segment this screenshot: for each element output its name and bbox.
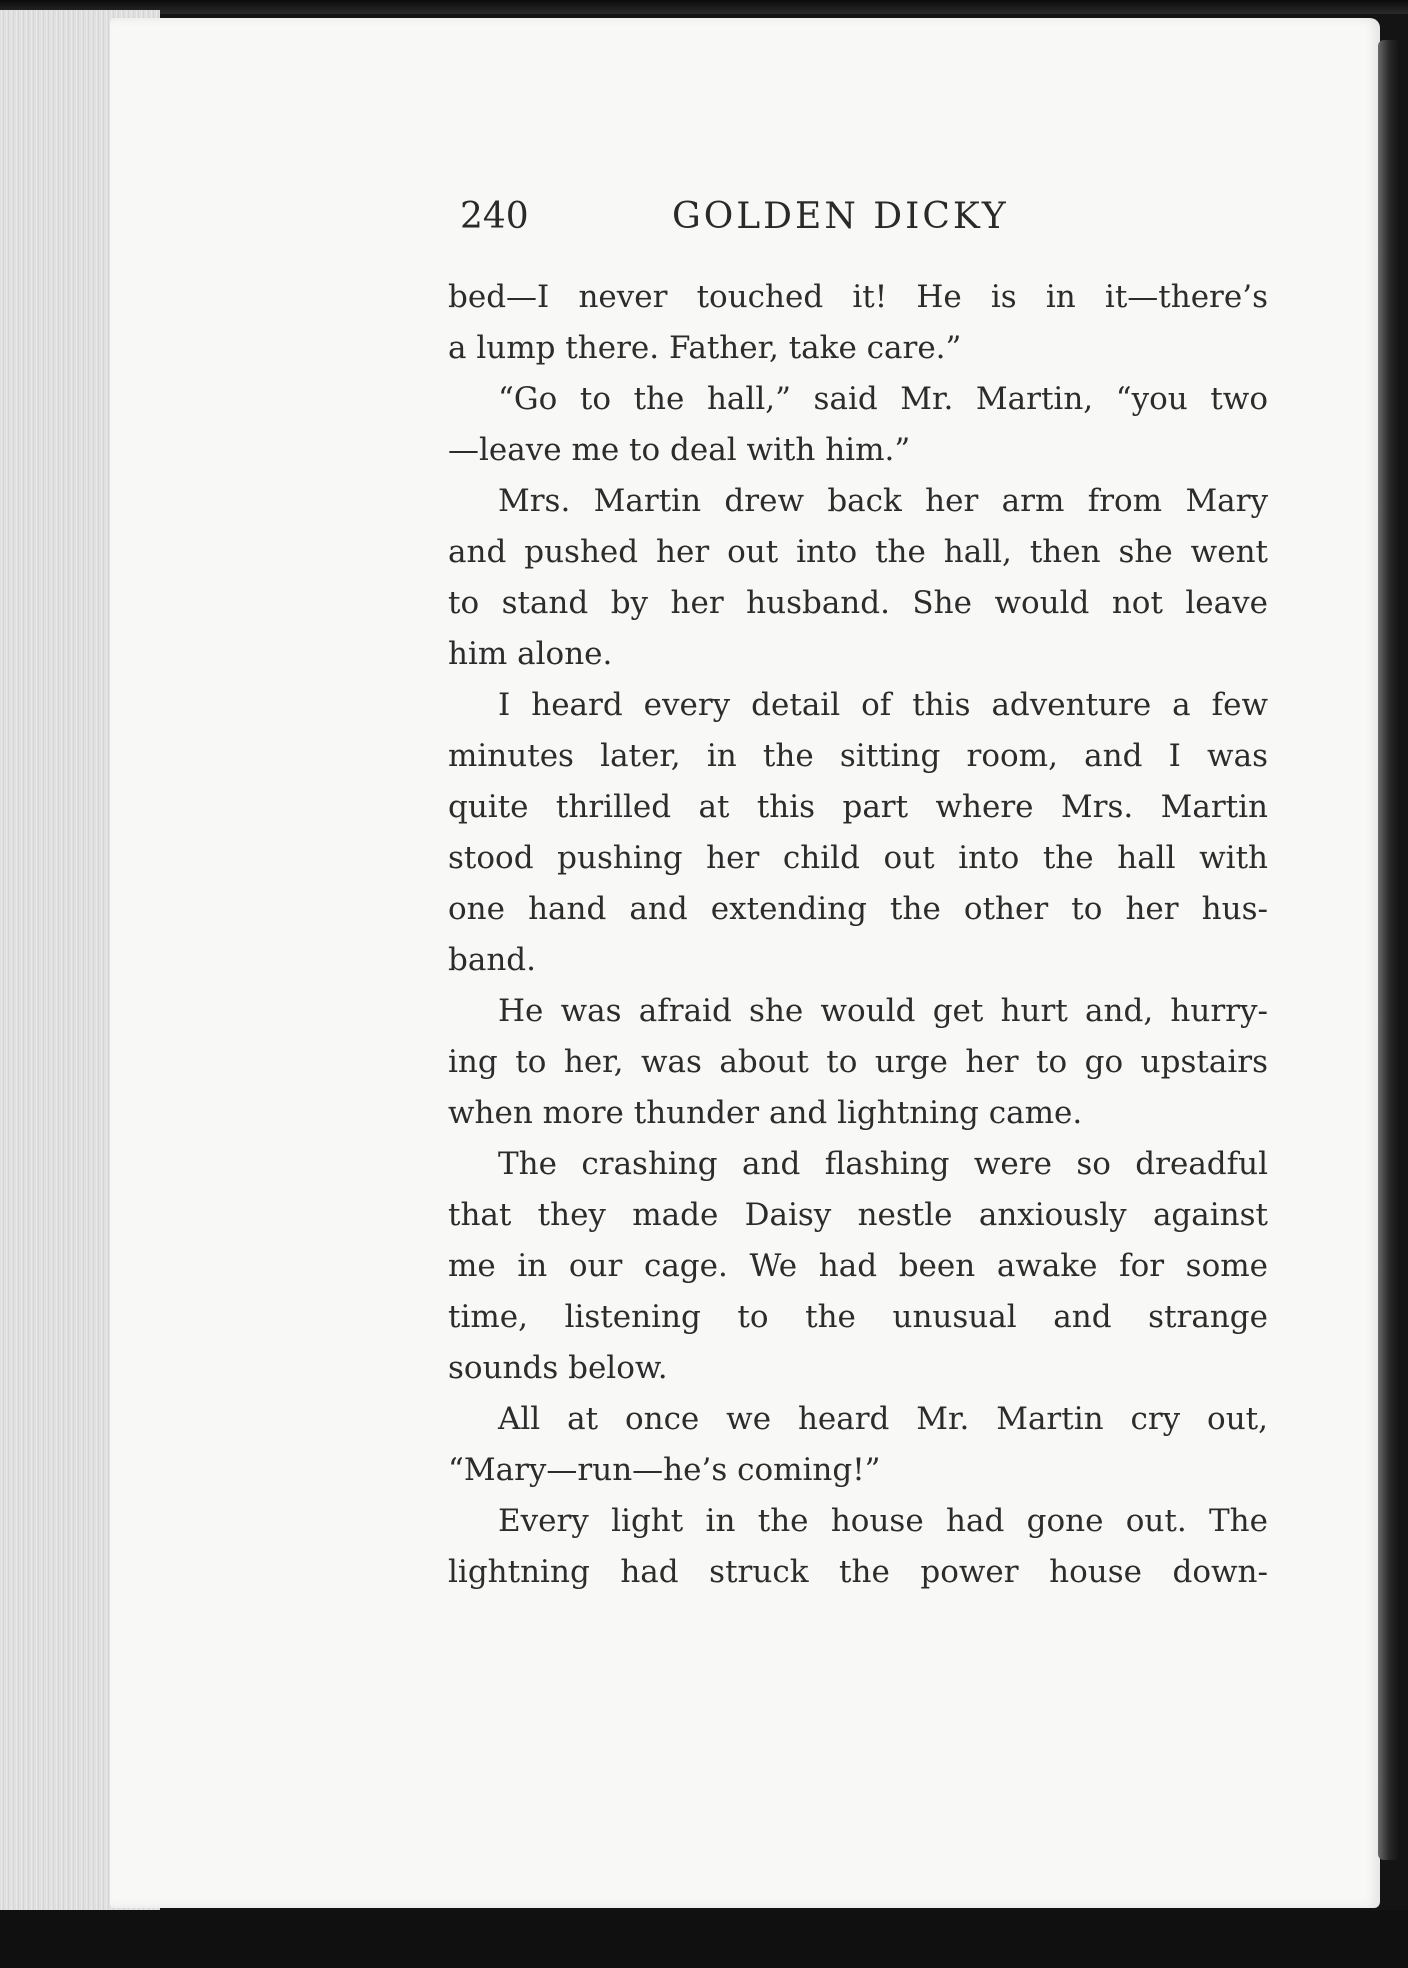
text-line: He was afraid she would get hurt and, hurry- [498,993,1268,1029]
text-line: —leave me to deal with him.” [448,432,911,468]
text-line: The crashing and flashing were so dreadful [498,1146,1268,1182]
text-line: All at once we heard Mr. Martin cry out, [498,1401,1268,1437]
text-line: quite thrilled at this part where Mrs. Martin [448,789,1268,825]
text-line: lightning had struck the power house down- [448,1554,1268,1590]
text-line: “Mary—run—he’s coming!” [448,1452,881,1488]
text-line: a lump there. Father, take care.” [448,330,962,366]
page-number: 240 [460,196,529,237]
text-line: and pushed her out into the hall, then she went [448,534,1268,570]
running-title: GOLDEN DICKY [672,196,1009,237]
text-line: him alone. [448,636,613,672]
text-line: bed—I never touched it! He is in it—there’s [448,279,1268,315]
text-line: one hand and extending the other to her hus- [448,891,1268,927]
text-line: to stand by her husband. She would not leave [448,585,1268,621]
text-line: ing to her, was about to urge her to go upstairs [448,1044,1268,1080]
text-line: stood pushing her child out into the hall with [448,840,1268,876]
text-line: I heard every detail of this adventure a few [498,687,1268,723]
text-line: when more thunder and lightning came. [448,1095,1083,1131]
text-line: Every light in the house had gone out. The [498,1503,1268,1539]
top-shadow-edge [0,0,1408,14]
page-header [460,196,1080,246]
body-text [448,272,1268,1598]
text-line: me in our cage. We had been awake for some [448,1248,1268,1284]
book-cover-edge [1378,40,1400,1860]
text-line: minutes later, in the sitting room, and I was [448,738,1268,774]
text-line: sounds below. [448,1350,668,1386]
text-line: Mrs. Martin drew back her arm from Mary [498,483,1268,519]
text-line: that they made Daisy nestle anxiously against [448,1197,1268,1233]
bottom-shadow-edge [0,1910,1408,1968]
text-line: band. [448,942,536,978]
text-line: time, listening to the unusual and strange [448,1299,1268,1335]
text-line: “Go to the hall,” said Mr. Martin, “you two [498,381,1268,417]
